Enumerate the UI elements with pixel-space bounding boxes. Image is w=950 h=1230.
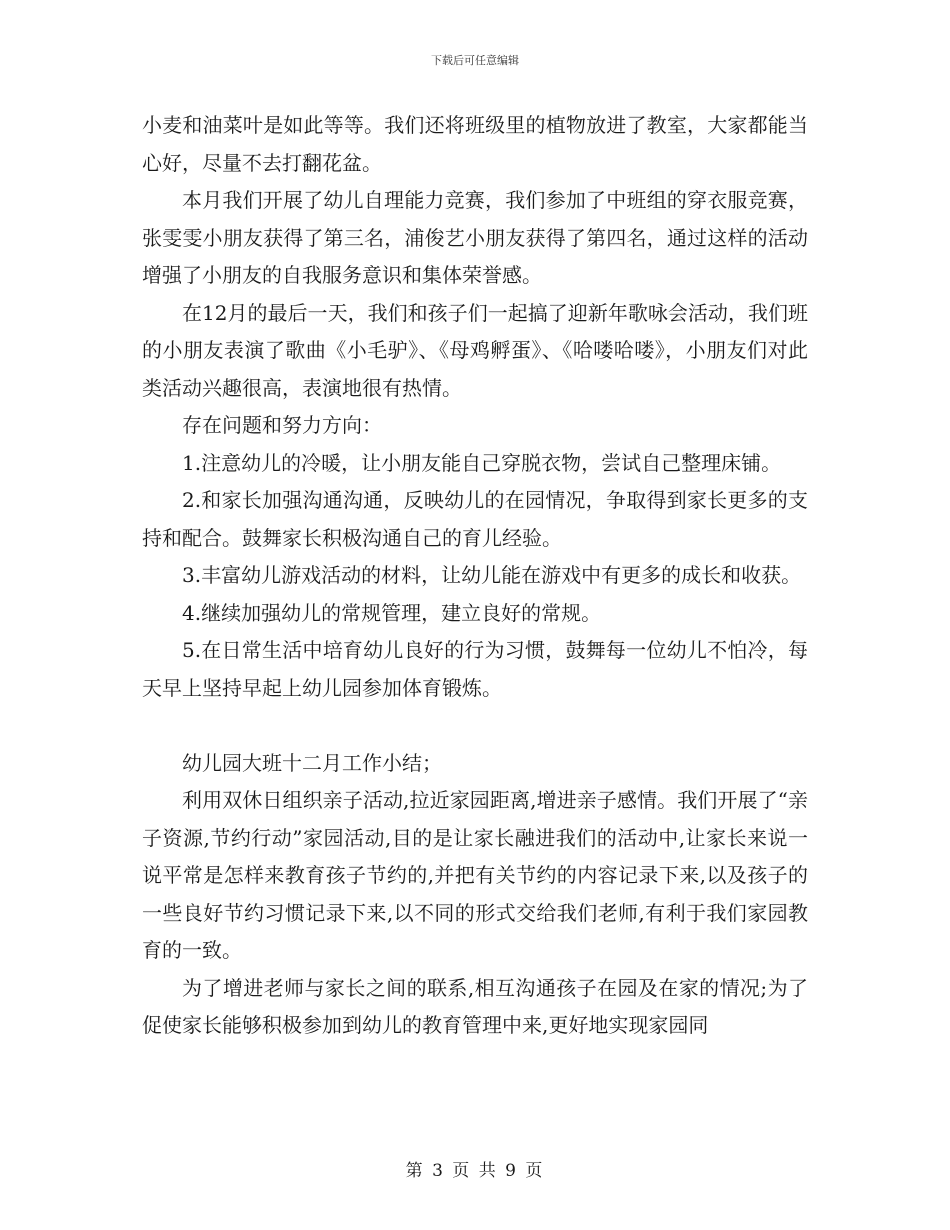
section-heading: 幼儿园大班十二月工作小结； bbox=[182, 750, 442, 775]
paragraph-2: 本月我们开展了幼儿自理能力竞赛，我们参加了中班组的穿衣服竞赛，张雯雯小朋友获得了第三名，浦俊艺小朋友获得了第四名，通过这样的活动增强了小朋友的自我服务意识和集体荣誉感。 bbox=[142, 188, 808, 287]
list-item-2: 2.和家长加强沟通沟通，反映幼儿的在园情况，争取得到家长更多的支持和配合。鼓舞家长积极沟通自己的育儿经验。 bbox=[142, 488, 808, 550]
paragraph-5: 利用双休日组织亲子活动,拉近家园距离,增进亲子感情。我们开展了“亲子资源,节约行动”家园活动,目的是让家长融进我们的活动中,让家长来说一说平常是怎样来教育孩子节约的,并把有关节约的内容记录下来,以及孩子的一些良好节约习惯记录下来,以不同的形式交给我们老师,有利于我们家园教育的一致。 bbox=[142, 788, 808, 962]
paragraph-6: 为了增进老师与家长之间的联系,相互沟通孩子在园及在家的情况;为了促使家长能够积极参加到幼儿的教育管理中来,更好地实现家园同 bbox=[142, 975, 808, 1037]
paragraph-1: 小麦和油菜叶是如此等等。我们还将班级里的植物放进了教室，大家都能当心好，尽量不去打翻花盆。 bbox=[142, 113, 808, 175]
document-body bbox=[142, 107, 808, 1045]
list-item-1: 1.注意幼儿的冷暖，让小朋友能自己穿脱衣物，尝试自己整理床铺。 bbox=[182, 450, 782, 475]
paragraph-3: 在12月的最后一天，我们和孩子们一起搞了迎新年歌咏会活动，我们班的小朋友表演了歌曲《小毛驴》、《母鸡孵蛋》、《哈喽哈喽》，小朋友们对此类活动兴趣很高，表演地很有热情。 bbox=[142, 300, 808, 400]
paragraph-4: 存在问题和努力方向： bbox=[182, 413, 382, 437]
list-item-5: 5.在日常生活中培育幼儿良好的行为习惯，鼓舞每一位幼儿不怕冷，每天早上坚持早起上幼儿园参加体育锻炼。 bbox=[142, 638, 808, 700]
list-item-4: 4.继续加强幼儿的常规管理，建立良好的常规。 bbox=[182, 600, 602, 625]
paragraph-gap bbox=[142, 707, 808, 745]
page-header: 下载后可任意编辑 bbox=[431, 54, 519, 67]
page-footer: 第 3 页 共 9 页 bbox=[405, 1161, 545, 1181]
list-item-3: 3.丰富幼儿游戏活动的材料，让幼儿能在游戏中有更多的成长和收获。 bbox=[182, 563, 802, 587]
